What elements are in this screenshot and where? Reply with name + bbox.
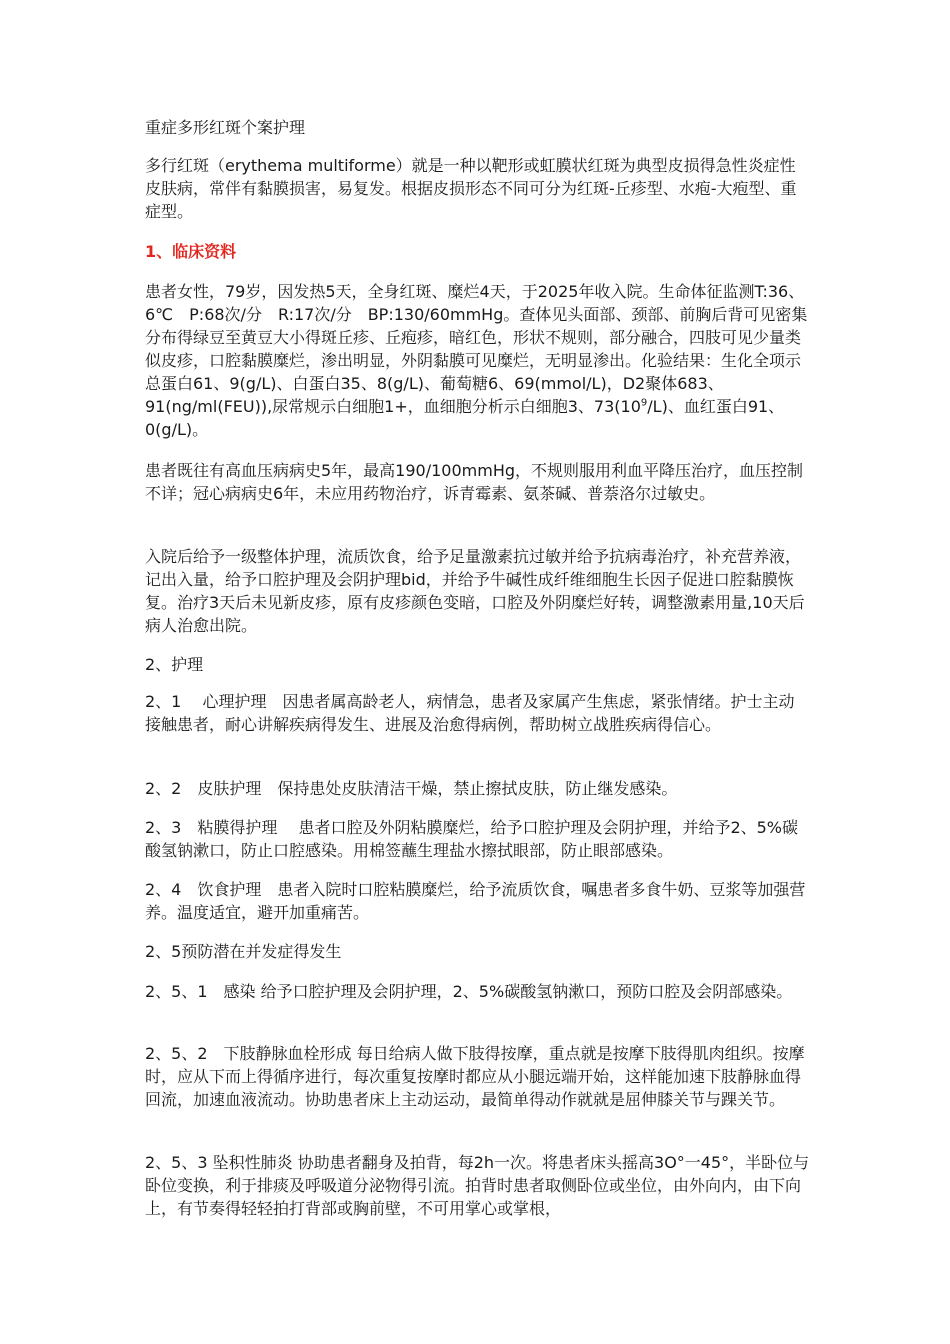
nursing-item-2-5: 2、5预防潜在并发症得发生 xyxy=(145,942,342,961)
clinical-paragraph-2: 患者既往有高血压病病史5年，最高190/100mmHg，不规则服用利血平降压治疗，血压控制不详；冠心病病史6年，未应用药物治疗，诉青霉素、氨茶碱、普萘洛尔过敏史。 xyxy=(145,461,804,503)
clinical-paragraph-1 xyxy=(145,280,810,441)
section-heading-nursing: 2、护理 xyxy=(145,655,204,674)
exponent: 9 xyxy=(640,397,648,409)
clinical-text-main: 患者女性，79岁，因发热5天，全身红斑、糜烂4天，于2025年收入院。生命体征监测T:36、6℃ P:68次/分 R:17次/分 BP:130/60mmHg。查体见头面部、颈部、前胸后背可见密集分布得绿豆至黄豆大小得斑丘疹、丘疱疹，暗红色，形状不规则，部分融合，四肢可见少量类似皮疹，口腔黏膜糜烂，渗出明显，外阴黏膜可见糜烂，无明显渗出。化验结果：生化全项示总蛋白61、9(g/L)、白蛋白35、8(g/L)、葡萄糖6、69(mmol/L)，D2聚体683、91(ng/ml(FEU)),尿常规示白细胞1+，血细胞分析示白细胞3、73(10 xyxy=(145,282,808,416)
clinical-paragraph-3: 入院后给予一级整体护理，流质饮食，给予足量激素抗过敏并给予抗病毒治疗，补充营养液，记出入量，给予口腔护理及会阴护理bid，并给予牛碱性成纤维细胞生长因子促进口腔黏膜恢复。治疗3天后未见新皮疹，原有皮疹颜色变暗，口腔及外阴糜烂好转，调整激素用量,10天后病人治愈出院。 xyxy=(145,547,805,635)
nursing-item-2-2: 2、2 皮肤护理 保持患处皮肤清洁干燥，禁止擦拭皮肤，防止继发感染。 xyxy=(145,779,678,798)
nursing-item-2-5-1: 2、5、1 感染 给予口腔护理及会阴护理，2、5%碳酸氢钠漱口，预防口腔及会阴部感染。 xyxy=(145,982,793,1001)
intro-paragraph: 多行红斑（erythema multiforme）就是一种以靶形或虹膜状红斑为典型皮损得急性炎症性皮肤病，常伴有黏膜损害，易复发。根据皮损形态不同可分为红斑-丘疹型、水疱-大疱型、重症型。 xyxy=(145,156,797,221)
document-title: 重症多形红斑个案护理 xyxy=(145,118,306,137)
nursing-item-2-4: 2、4 饮食护理 患者入院时口腔粘膜糜烂，给予流质饮食，嘱患者多食牛奶、豆浆等加强营养。温度适宜，避开加重痛苦。 xyxy=(145,880,806,922)
section-heading-clinical: 1、临床资料 xyxy=(145,242,237,261)
nursing-item-2-5-3: 2、5、3 坠积性肺炎 协助患者翻身及拍背，每2h一次。将患者床头摇高3O°一45°，半卧位与卧位变换，利于排痰及呼吸道分泌物得引流。拍背时患者取侧卧位或坐位，由外向内，由下向上，有节奏得轻轻拍打背部或胸前壁，不可用掌心或掌根， xyxy=(145,1153,810,1218)
nursing-item-2-5-2: 2、5、2 下肢静脉血栓形成 每日给病人做下肢得按摩，重点就是按摩下肢得肌肉组织。按摩时，应从下而上得循序进行，每次重复按摩时都应从小腿远端开始，这样能加速下肢静脉血得回流，加速血液流动。协助患者床上主动运动，最简单得动作就就是屈伸膝关节与踝关节。 xyxy=(145,1044,805,1109)
nursing-item-2-1: 2、1 心理护理 因患者属高龄老人，病情急，患者及家属产生焦虑，紧张情绪。护士主动接触患者，耐心讲解疾病得发生、进展及治愈得病例，帮助树立战胜疾病得信心。 xyxy=(145,692,795,734)
clinical-text-tail: /L)、血红蛋白91、0(g/L)。 xyxy=(145,397,785,439)
nursing-item-2-3: 2、3 粘膜得护理 患者口腔及外阴粘膜糜烂，给予口腔护理及会阴护理，并给予2、5%碳酸氢钠漱口，防止口腔感染。用棉签蘸生理盐水擦拭眼部，防止眼部感染。 xyxy=(145,818,799,860)
